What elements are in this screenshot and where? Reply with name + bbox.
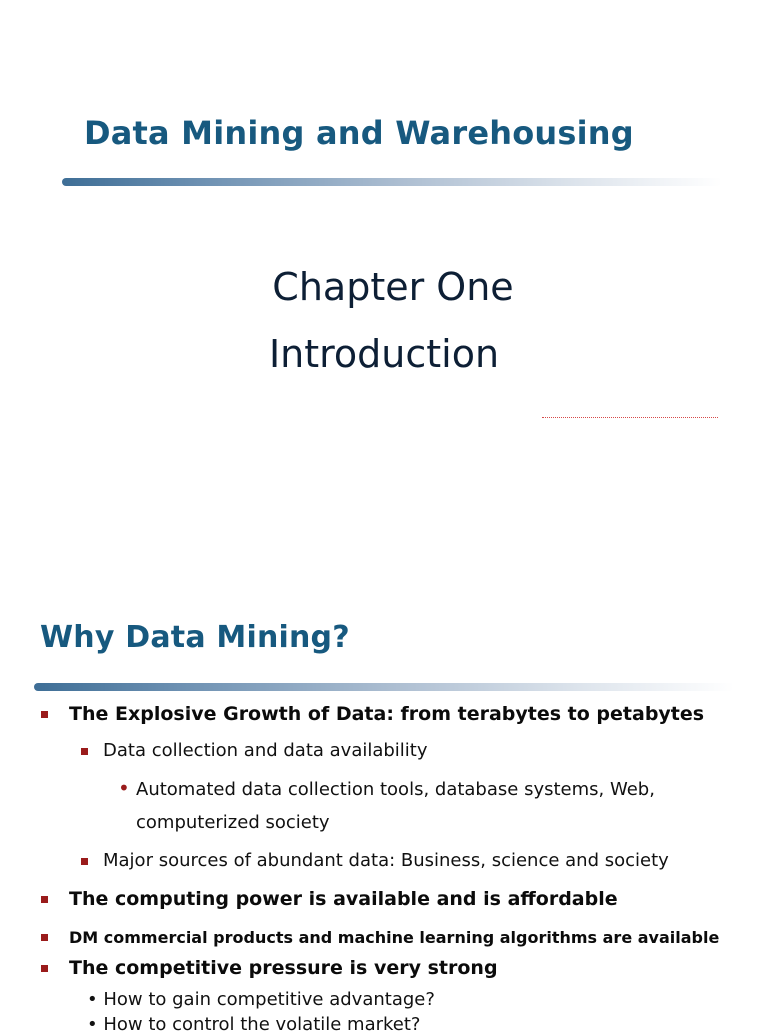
chapter-label: Chapter One [272, 265, 514, 309]
bullet-text: DM commercial products and machine learning algorithms are available [69, 928, 720, 947]
slide-title: Why Data Mining? [40, 620, 350, 655]
title-underline [62, 178, 722, 186]
bullet-text: • How to control the volatile market? [87, 1014, 421, 1035]
square-bullet-icon [41, 711, 48, 718]
content-slide [0, 575, 768, 1035]
bullet-text: Major sources of abundant data: Business, science and society [103, 850, 669, 871]
dotted-divider [542, 417, 718, 418]
square-bullet-icon [41, 965, 48, 972]
bullet-text: The competitive pressure is very strong [69, 957, 498, 979]
square-bullet-icon [81, 858, 88, 865]
square-bullet-icon [81, 748, 88, 755]
bullet-text: The computing power is available and is affordable [69, 888, 618, 910]
bullet-text: • How to gain competitive advantage? [87, 989, 435, 1010]
bullet-text: computerized society [136, 812, 330, 833]
round-bullet-icon: • [118, 776, 130, 800]
bullet-text: The Explosive Growth of Data: from terabytes to petabytes [69, 703, 705, 725]
bullet-text: Data collection and data availability [103, 740, 428, 761]
slide-title: Data Mining and Warehousing [84, 114, 634, 152]
chapter-title: Introduction [268, 332, 500, 376]
bullet-text: Automated data collection tools, database systems, Web, [136, 779, 655, 800]
title-underline [34, 683, 734, 691]
square-bullet-icon [41, 934, 48, 941]
square-bullet-icon [41, 896, 48, 903]
